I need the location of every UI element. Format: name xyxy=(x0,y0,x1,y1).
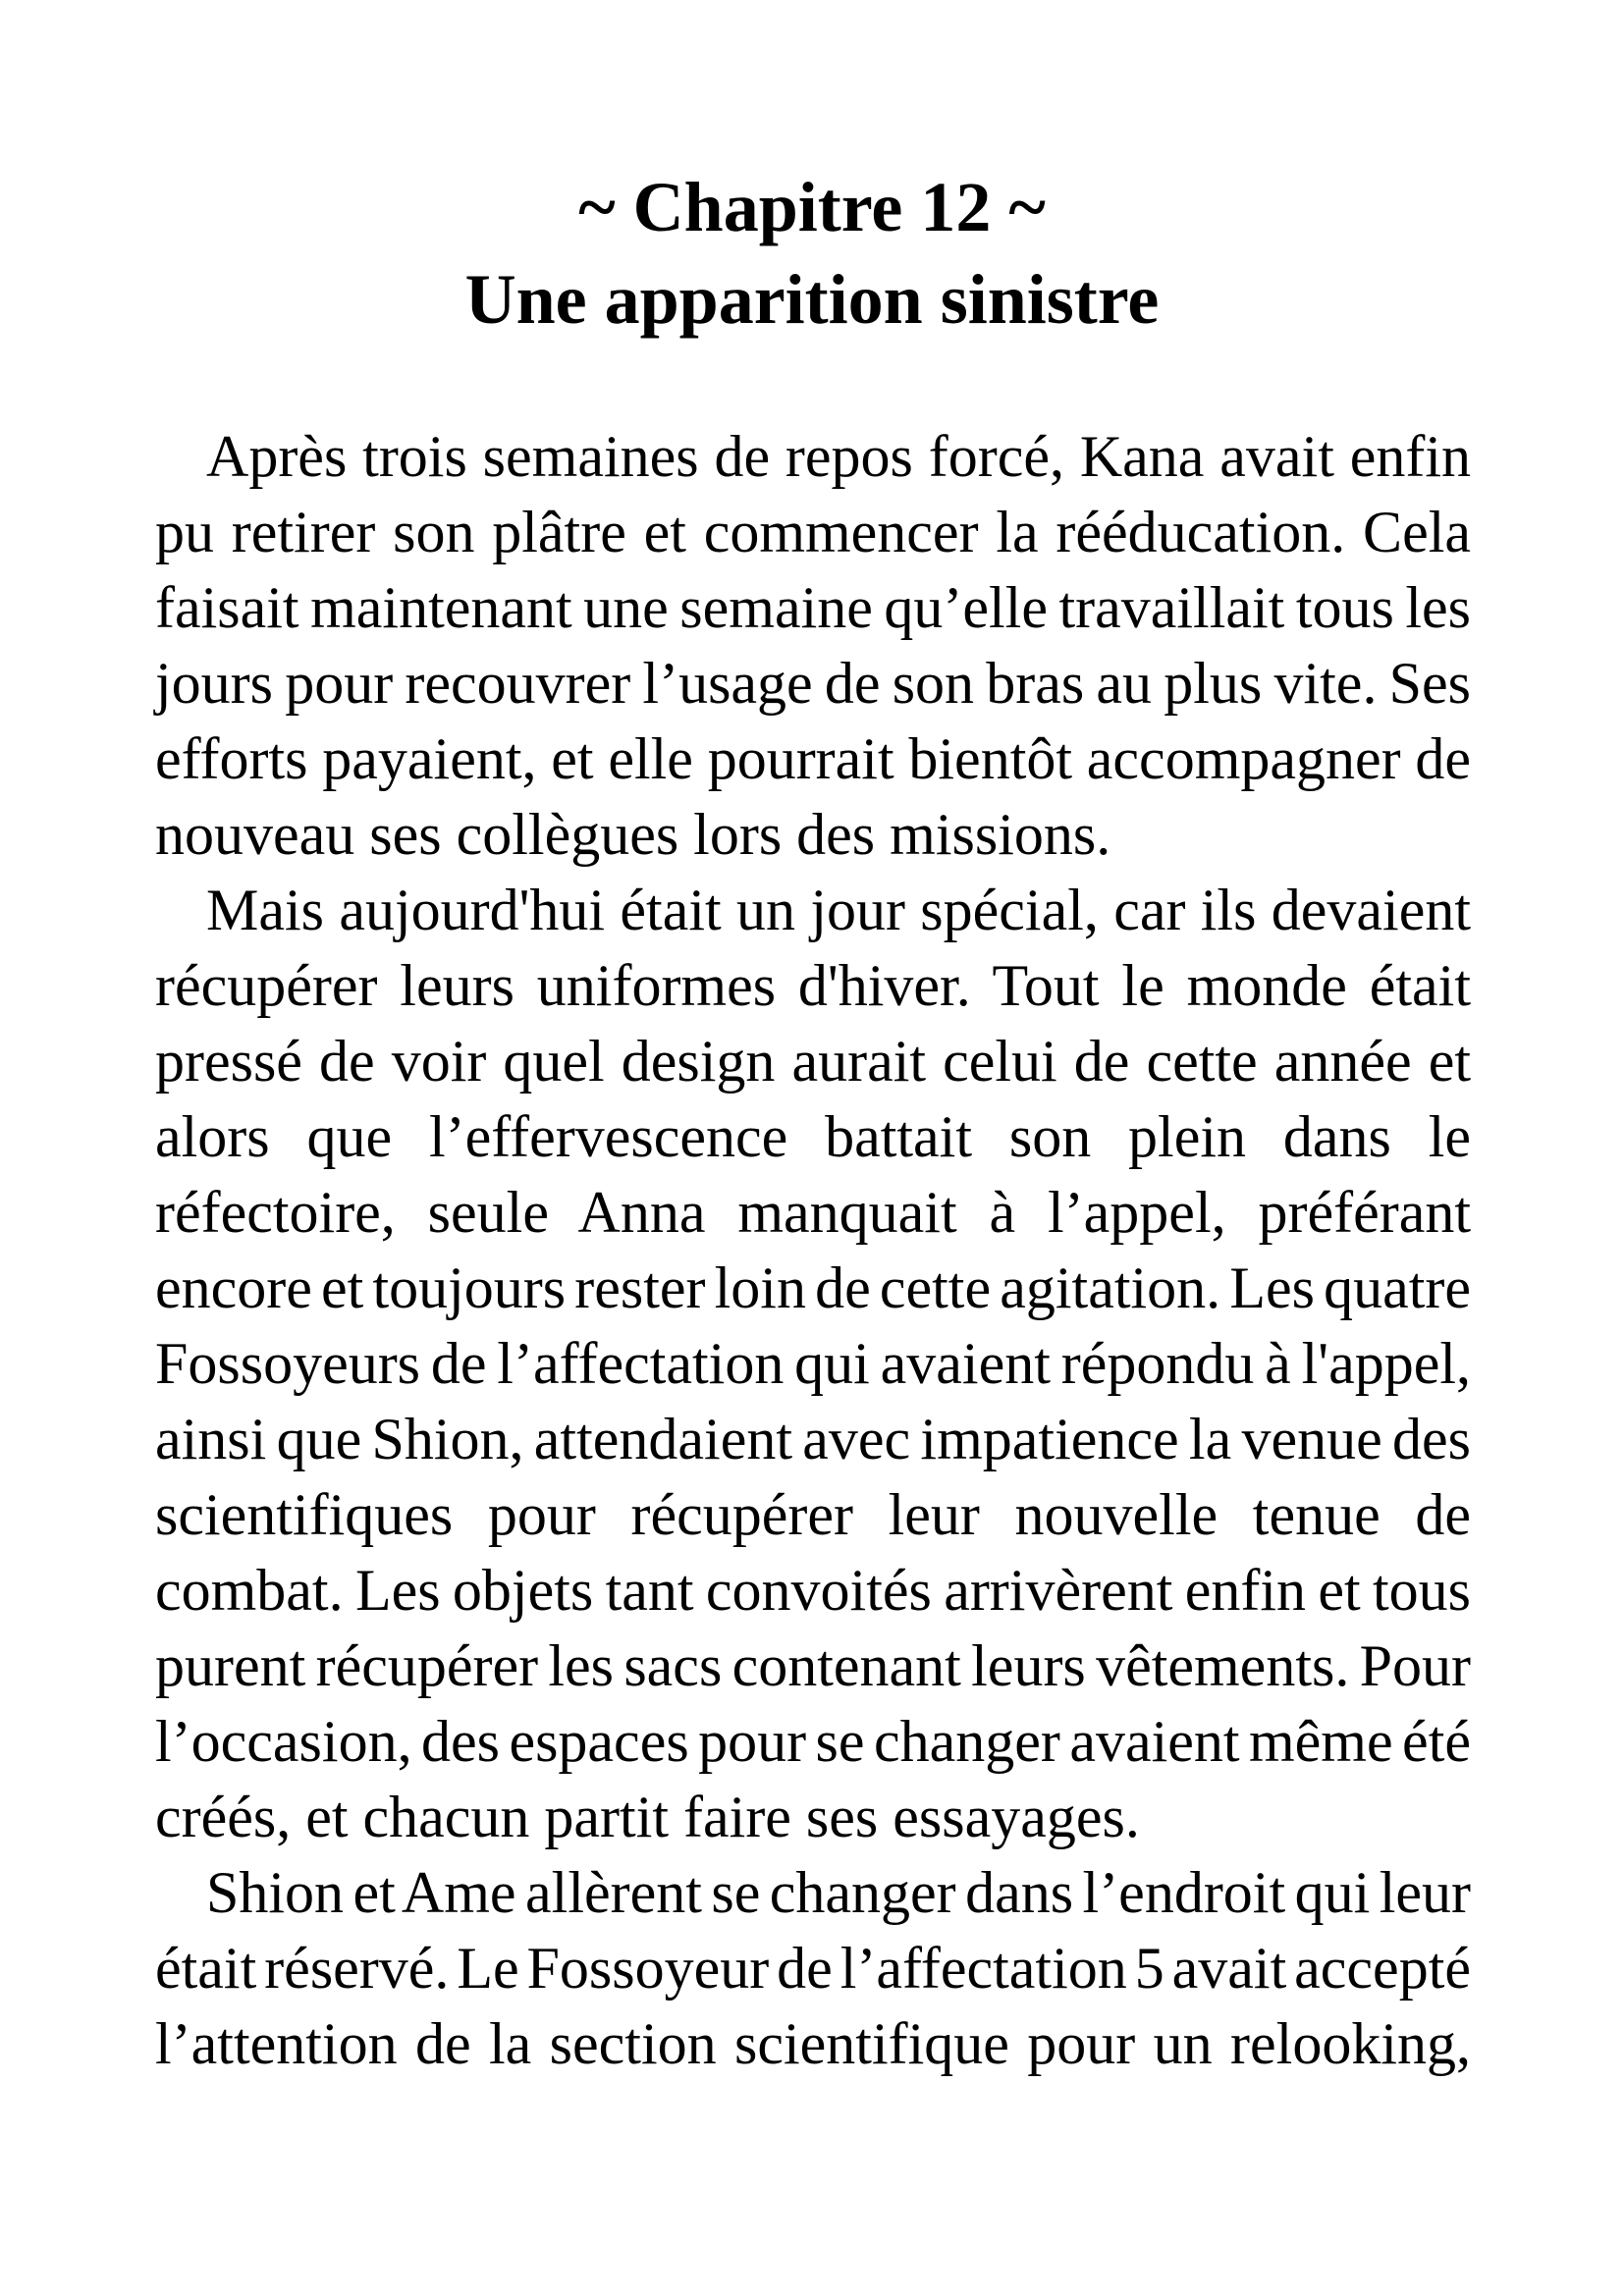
text-line: faisait maintenant une semaine qu’elle travaillait tous les xyxy=(155,575,1471,640)
chapter-heading: ~ Chapitre 12 ~ xyxy=(578,168,1046,246)
text-line: jours pour recouvrer l’usage de son bras au plus vite. Ses xyxy=(155,651,1471,716)
text-line: purent récupérer les sacs contenant leurs vêtements. Pour xyxy=(155,1633,1471,1698)
text-line: Mais aujourd'hui était un jour spécial, car ils devaient xyxy=(206,878,1471,942)
text-line: encore et toujours rester loin de cette agitation. Les quatre xyxy=(155,1255,1471,1320)
text-line: pressé de voir quel design aurait celui de cette année et xyxy=(155,1029,1471,1094)
text-line: l’occasion, des espaces pour se changer avaient même été xyxy=(155,1709,1471,1774)
text-line: Après trois semaines de repos forcé, Kana avait enfin xyxy=(206,424,1471,489)
text-line: Shion et Ame allèrent se changer dans l’endroit qui leur xyxy=(206,1860,1471,1925)
text-line: l’attention de la section scientifique pour un relooking, xyxy=(155,2011,1471,2076)
text-line: efforts payaient, et elle pourrait bientôt accompagner de xyxy=(155,726,1471,791)
text-line: créés, et chacun partit faire ses essayages. xyxy=(155,1785,1140,1849)
text-line: Fossoyeurs de l’affectation qui avaient répondu à l'appel, xyxy=(155,1331,1471,1396)
text-line: réfectoire, seule Anna manquait à l’appel, préférant xyxy=(155,1180,1471,1245)
text-line: scientifiques pour récupérer leur nouvelle tenue de xyxy=(155,1482,1471,1547)
text-line: ainsi que Shion, attendaient avec impatience la venue des xyxy=(155,1407,1471,1471)
text-line: était réservé. Le Fossoyeur de l’affectation 5 avait accepté xyxy=(155,1936,1471,2001)
text-line: alors que l’effervescence battait son plein dans le xyxy=(155,1104,1471,1169)
text-line: combat. Les objets tant convoités arrivèrent enfin et tous xyxy=(155,1558,1471,1623)
chapter-title-block xyxy=(0,161,1624,346)
body-text xyxy=(155,419,1471,2082)
paragraph xyxy=(155,419,1471,873)
text-line: nouveau ses collègues lors des missions. xyxy=(155,802,1111,867)
chapter-title: Une apparition sinistre xyxy=(464,260,1160,339)
text-line: récupérer leurs uniformes d'hiver. Tout le monde était xyxy=(155,953,1471,1018)
paragraph xyxy=(155,873,1471,1855)
paragraph xyxy=(155,1855,1471,2082)
text-line: pu retirer son plâtre et commencer la rééducation. Cela xyxy=(155,500,1471,564)
